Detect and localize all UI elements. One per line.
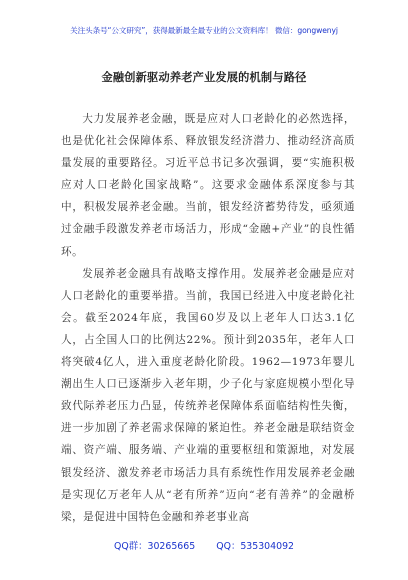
document-body bbox=[61, 108, 355, 528]
paragraph-2: 发展养老金融具有战略支撑作用。发展养老金融是应对人口老龄化的重要举措。当前，我国已经进入中度老龄化社会。截至2024年底，我国60岁及以上老年人口达3.1亿人，占全国人口的比例达22%。预计到2035年，老年人口将突破4亿人，进入重度老龄化阶段。1962—1973年婴儿潮出生人口已逐渐步入老年期，少子化与家庭规模小型化导致代际养老压力凸显，传统养老保障体系面临结构性失衡，进一步加剧了养老需求保障的紧迫性。养老金融是联结资金端、资产端、服务端、产业端的重要枢纽和策源地，对发展银发经济、激发养老市场活力具有系统性作用发展养老金融是实现亿万老年人从“老有所养”迈向“老有善养”的金融桥梁，是促进中国特色金融和养老事业高 bbox=[61, 267, 355, 523]
footer-qq-group: QQ群：30265665 bbox=[113, 541, 196, 552]
paragraph-1: 大力发展养老金融，既是应对人口老龄化的必然选择，也是优化社会保障体系、释放银发经济潜力、推动经济高质量发展的重要路径。习近平总书记多次强调，要“实施积极应对人口老龄化国家战略”。这要求金融体系深度参与其中，积极发展养老金融。当前，银发经济蓄势待发，亟须通过金融手段激发养老市场活力，形成“金融+产业”的良性循环。 bbox=[61, 113, 355, 258]
document-title: 金融创新驱动养老产业发展的机制与路径 bbox=[101, 70, 307, 84]
footer-contact bbox=[0, 538, 408, 552]
header-banner: 关注头条号“公文研究”，获得最新最全最专业的公文资料库！ 微信：gongwenyj bbox=[70, 26, 338, 35]
footer-qq-number: QQ：535304092 bbox=[216, 541, 295, 552]
